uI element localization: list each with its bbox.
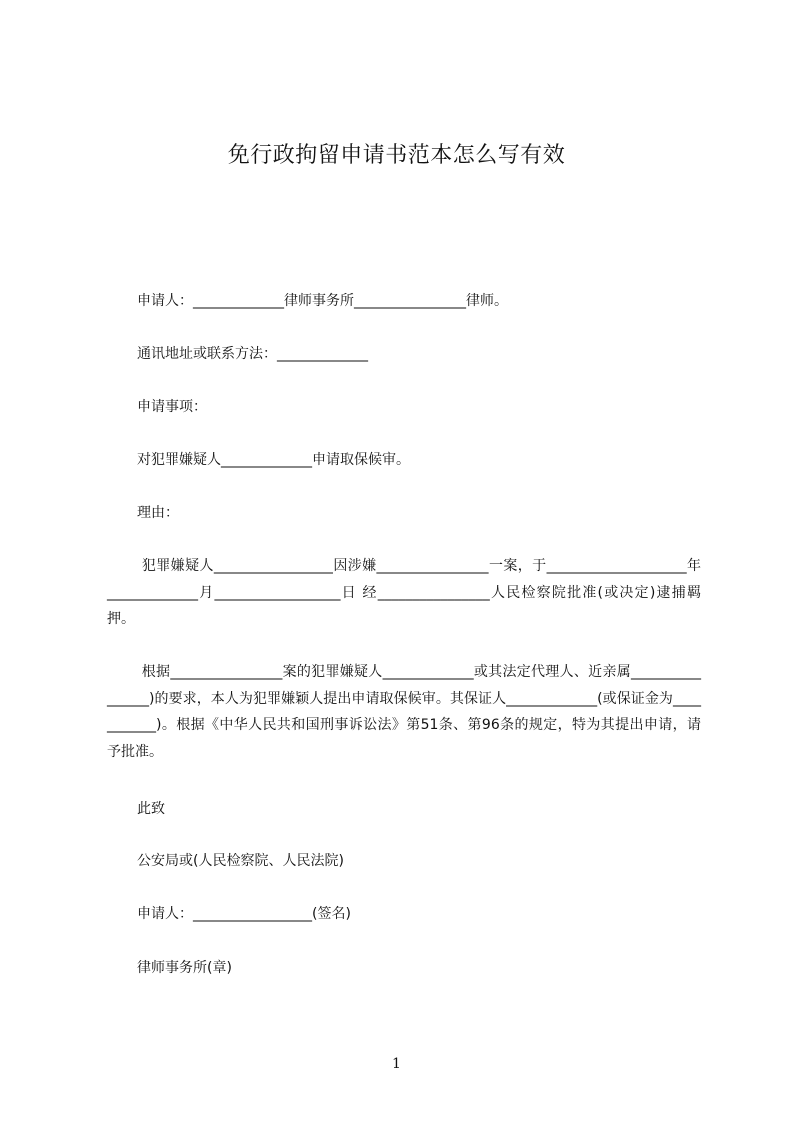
matter-text: 对犯罪嫌疑人_____________申请取保候审。 xyxy=(137,452,410,468)
page-number: 1 xyxy=(392,1056,401,1072)
document-title: 免行政拘留申请书范本怎么写有效 xyxy=(227,143,566,168)
contact-line: 通讯地址或联系方法：_____________ xyxy=(137,346,368,362)
applicant-line: 申请人：_____________律师事务所________________律师。 xyxy=(137,293,508,309)
reason-paragraph-1: 犯罪嫌疑人_________________因涉嫌________________一案，于____________________年_____________月__________________日 经________________人民检察院批准(或决定)逮捕羁押。 xyxy=(107,558,701,627)
recipient: 公安局或(人民检察院、人民法院) xyxy=(137,853,344,869)
reason-label: 理由： xyxy=(137,505,179,521)
salutation: 此致 xyxy=(137,801,165,817)
signature-line: 申请人：_________________(签名) xyxy=(137,906,351,922)
matter-label: 申请事项： xyxy=(137,399,207,415)
reason-paragraph-2: 根据________________案的犯罪嫌疑人_____________或其法定代理人、近亲属________________)的要求，本人为犯罪嫌颖人提出申请取保候审。其保证人_____________(或保证金为___________)。根据《中华人民共和国刑事诉讼法》第51条、第96条的规定，特为其提出申请，请予批准。 xyxy=(107,664,702,760)
firm-seal: 律师事务所(章) xyxy=(137,960,232,976)
